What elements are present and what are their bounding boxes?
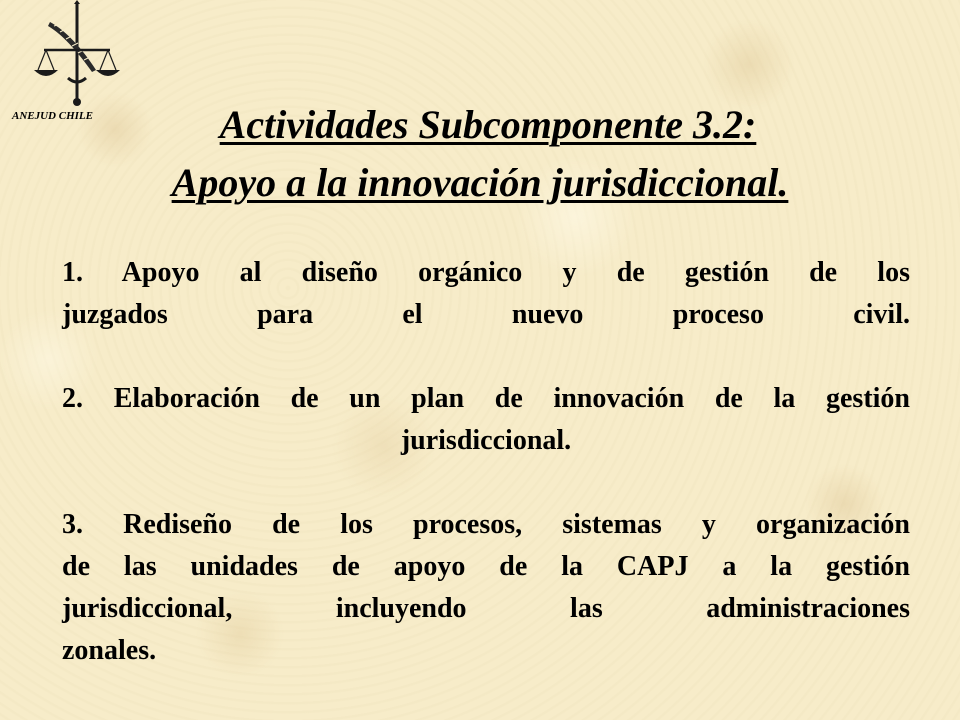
list-item bbox=[62, 504, 910, 672]
list-item-line: jurisdiccional, incluyendo las administraciones bbox=[62, 593, 910, 624]
page-title-line-1: Actividades Subcomponente 3.2: bbox=[219, 102, 757, 147]
list-item-line: zonales. bbox=[62, 635, 157, 666]
list-item-line: juzgados para el nuevo proceso civil. bbox=[62, 299, 910, 330]
list-item-line: de las unidades de apoyo de la CAPJ a la gestión bbox=[62, 551, 910, 582]
list-item bbox=[62, 252, 910, 336]
activities-list bbox=[62, 252, 910, 672]
logo-caption: ANEJUD CHILE bbox=[12, 110, 93, 122]
page-title-line-2: Apoyo a la innovación jurisdiccional. bbox=[171, 160, 789, 205]
list-item-line: 3. Rediseño de los procesos, sistemas y organización bbox=[62, 509, 910, 540]
list-item-line: 2. Elaboración de un plan de innovación de la gestión bbox=[62, 383, 910, 414]
scales-and-quill-emblem-icon bbox=[30, 0, 125, 110]
list-item-line: jurisdiccional. bbox=[400, 425, 572, 456]
list-item bbox=[62, 378, 910, 462]
list-item-line: 1. Apoyo al diseño orgánico y de gestión de los bbox=[62, 257, 910, 288]
